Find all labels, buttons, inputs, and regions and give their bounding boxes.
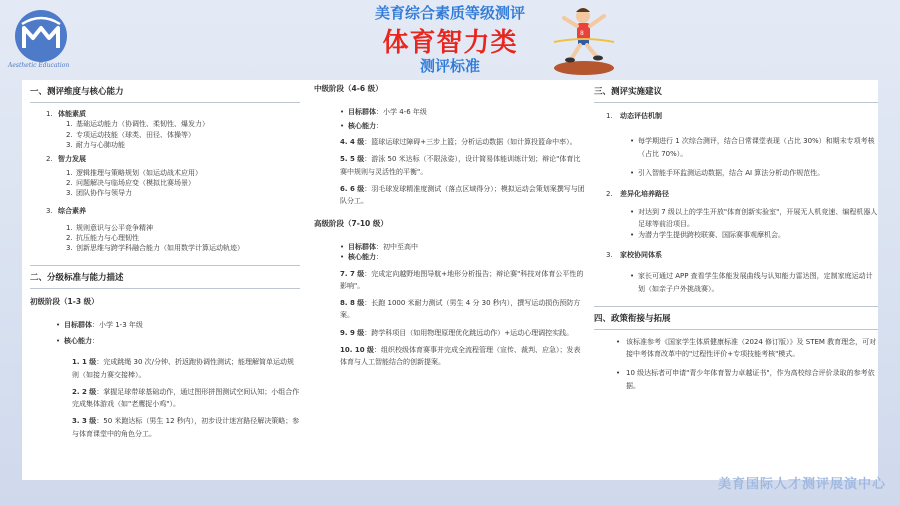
level-item: 4. 4 级：篮球运球过障碍+三步上篮；分析运动数据（如计算投篮命中率）。 bbox=[340, 138, 577, 147]
group-heading: 2. 智力发展 bbox=[46, 154, 86, 163]
list-item: 2. 抗压能力与心理韧性 bbox=[66, 233, 139, 242]
level-item: 9. 9 级：跨学科项目（如用物理原理优化跳远动作）+运动心理调控实践。 bbox=[340, 328, 574, 337]
level-item: 8. 8 级：长跑 1000 米耐力测试（男生 4 分 30 秒内），撰写运动损伤预防方案。 bbox=[340, 299, 581, 320]
level-item: 10. 10 级：组织校级体育赛事并完成全流程管理（宣传、裁判、应急）；发表体育与人工智能结合的创新提案。 bbox=[340, 345, 581, 367]
runner-illustration-icon bbox=[548, 4, 618, 76]
divider bbox=[30, 288, 300, 289]
level-item: 1. 1 级：完成跳绳 30 次/分钟、折返跑协调性测试；能理解简单运动规则（如接力赛交接棒）。 bbox=[72, 358, 294, 379]
target-group: • 目标群体：小学 1-3 年级 bbox=[56, 320, 300, 330]
level-item: 5. 5 级：游泳 50 米达标（不限泳姿），设计简易体能训练计划；辩论"体育比赛中规则与灵活性的平衡"。 bbox=[340, 155, 581, 176]
list-item: 3. 耐力与心肺功能 bbox=[66, 140, 125, 149]
section-title-implementation: 三、测评实施建议 bbox=[594, 87, 663, 97]
list-item: 1. 基础运动能力（协调性、柔韧性、爆发力） bbox=[66, 120, 209, 129]
section-title-policy: 四、政策衔接与拓展 bbox=[594, 313, 671, 324]
core-ability-label: • 核心能力： bbox=[340, 252, 586, 262]
list-item: 3. 创新思维与跨学科融合能力（如用数学计算运动轨迹） bbox=[66, 243, 244, 252]
level-item: 7. 7 级：完成定向越野地图导航+地形分析报告；辩论赛"科技对体育公平性的影响"。 bbox=[340, 269, 584, 290]
level-item: 3. 3 级：50 米跑达标（男生 12 秒内），初步设计迷宫路径解决策略；参与体育课堂中的角色分工。 bbox=[72, 417, 300, 438]
header-subtitle: 美育综合素质等级测评 bbox=[374, 4, 525, 22]
divider bbox=[30, 265, 300, 266]
page-title: 体育智力类 bbox=[382, 28, 518, 58]
core-ability-label: • 核心能力： bbox=[340, 121, 586, 131]
section-title-dimensions: 一、测评维度与核心能力 bbox=[30, 87, 124, 97]
svg-text:8: 8 bbox=[580, 30, 584, 37]
header-standard: 测评标准 bbox=[419, 57, 480, 75]
list-item: 2. 专项运动技能（球类、田径、体操等） bbox=[66, 130, 195, 139]
list-item: • 家长可通过 APP 查看学生体能发展曲线与认知能力雷达图，定制家庭运动计划（如亲子户外挑战赛）。 bbox=[630, 270, 878, 295]
divider bbox=[594, 306, 878, 307]
divider bbox=[30, 102, 300, 103]
core-ability-label: • 核心能力： bbox=[56, 336, 300, 346]
group-heading: 2. 差异化培养路径 bbox=[606, 190, 669, 199]
list-item: • 为潜力学生提供跨校联赛、国际赛事观摩机会。 bbox=[630, 230, 878, 241]
list-item: • 每学期进行 1 次综合测评，结合日常课堂表现（占比 30%）和期末专项考核（占比 70%）。 bbox=[630, 135, 878, 160]
column-left bbox=[30, 80, 300, 440]
group-heading: 1. 动态评估机制 bbox=[606, 112, 662, 121]
stage-title-senior: 高级阶段（7-10 级） bbox=[314, 219, 388, 229]
list-item: 3. 团队协作与领导力 bbox=[66, 189, 132, 198]
column-right bbox=[594, 80, 878, 392]
list-item: 1. 规则意识与公平竞争精神 bbox=[66, 223, 153, 232]
section-title-levels: 二、分级标准与能力描述 bbox=[30, 273, 124, 283]
stage-title-junior: 初级阶段（1-3 级） bbox=[30, 297, 99, 307]
divider bbox=[594, 102, 878, 103]
list-item: • 引入智能手环监测运动数据，结合 AI 算法分析动作规范性。 bbox=[630, 167, 878, 180]
column-middle bbox=[314, 80, 586, 368]
target-group: • 目标群体：小学 4-6 年级 bbox=[340, 107, 586, 117]
list-item: • 该标准参考《国家学生体质健康标准（2024 修订版）》及 STEM 教育理念，可对接中考体育改革中的"过程性评价+专项技能考核"模式。 bbox=[616, 336, 878, 361]
level-item: 6. 6 级：羽毛球发球精准度测试（落点区域得分）；模拟运动会策划案撰写与团队分工。 bbox=[340, 184, 585, 206]
list-item: 2. 问题解决与临场应变（模拟比赛场景） bbox=[66, 179, 195, 188]
group-heading: 1. 体能素质 bbox=[46, 110, 86, 119]
level-item: 2. 2 级：掌握足球带球基础动作，通过图形拼图测试空间认知；小组合作完成集体游戏（如"老鹰捉小鸡"）。 bbox=[72, 387, 300, 409]
list-item: • 对达到 7 级以上的学生开放"体育创新实验室"，开展无人机竞速、编程机器人足球等前沿项目。 bbox=[630, 207, 878, 229]
content-panel bbox=[22, 80, 878, 480]
logo-text: Aesthetic Education bbox=[8, 62, 70, 69]
list-item: • 10 级达标者可申请"青少年体育智力卓越证书"，作为高校综合评价录取的参考依据。 bbox=[616, 367, 878, 392]
divider bbox=[594, 329, 878, 330]
footer-organization: 美育国际人才测评展演中心 bbox=[717, 477, 886, 492]
group-heading: 3. 家校协同体系 bbox=[606, 251, 662, 260]
target-group: • 目标群体：初中至高中 bbox=[340, 242, 586, 252]
group-heading: 3. 综合素养 bbox=[46, 207, 86, 216]
list-item: 1. 逻辑推理与策略规划（如运动战术应用） bbox=[66, 169, 202, 178]
stage-title-middle: 中级阶段（4-6 级） bbox=[314, 84, 383, 93]
